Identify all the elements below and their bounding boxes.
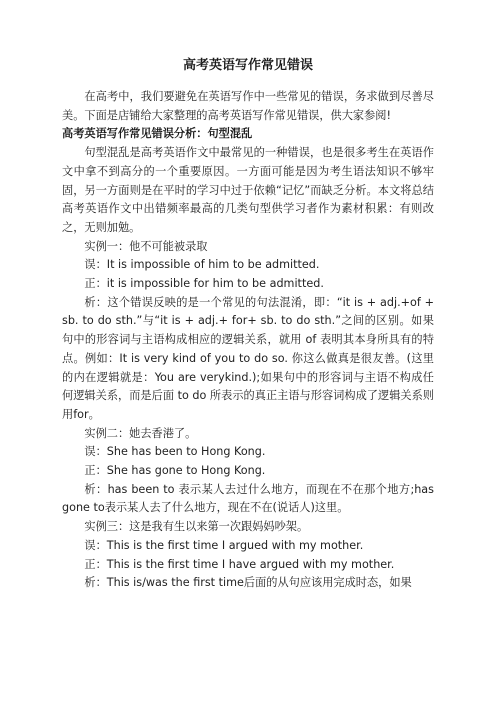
example-3-right: 正：This is the first time I have argued with my mother. <box>84 557 395 571</box>
example-2-wrong: 误：She has been to Hong Kong. <box>84 445 266 459</box>
example-3-analysis: 析：This is/was the first time后面的从句应该用完成时态，如果 <box>84 576 412 590</box>
page-title: 高考英语写作常见错误 <box>182 58 313 73</box>
intro-paragraph: 在高考中，我们要避免在英语写作中一些常见的错误，务求做到尽善尽美。下面是店铺给大家整理的高考英语写作常见错误，供大家参阅! <box>62 90 434 122</box>
example-1-analysis: 析：这个错误反映的是一个常见的句法混淆，即：“it is + adj.+of + sb. to do sth.”与“it is + adj.+ for+ sb. to do sth.”之间的区别。如果句中的形容词与主语构成相应的逻辑关系，就用 of 表明其本身所具有的特点。例如：It is very kind of you to do so. 你这么做真是很友善。(这里的内在逻辑就是：You are verykind.);如果句中的形容词与主语不构成任何逻辑关系，而是后面 to do 所表示的真正主语与形容词构成了逻辑关系则用for。 <box>62 295 434 421</box>
example-3-heading: 实例三：这是我有生以来第一次跟妈妈吵架。 <box>84 520 309 534</box>
section-heading: 高考英语写作常见错误分析：句型混乱 <box>62 127 253 141</box>
example-1-right: 正：it is impossible for him to be admitted. <box>84 277 324 291</box>
example-1-wrong: 误：It is impossible of him to be admitted. <box>84 258 320 272</box>
example-1-heading: 实例一：他不可能被录取 <box>84 239 208 253</box>
section-intro-paragraph: 句型混乱是高考英语作文中最常见的一种错误，也是很多考生在英语作文中拿不到高分的一个重要原因。一方面可能是因为考生语法知识不够牢固，另一方面则是在平时的学习中过于依赖“记忆”而缺乏分析。本文将总结高考英语作文中出错频率最高的几类句型供学习者作为素材积累：有则改之，无则加勉。 <box>62 146 434 234</box>
example-2-analysis: 析：has been to 表示某人去过什么地方，而现在不在那个地方;has gone to表示某人去了什么地方，现在不在(说话人)这里。 <box>62 482 434 515</box>
example-2-heading: 实例二：她去香港了。 <box>84 426 197 440</box>
example-2-right: 正：She has gone to Hong Kong. <box>84 464 266 478</box>
document-page <box>62 56 434 593</box>
example-3-wrong: 误：This is the first time I argued with my mother. <box>84 538 364 552</box>
